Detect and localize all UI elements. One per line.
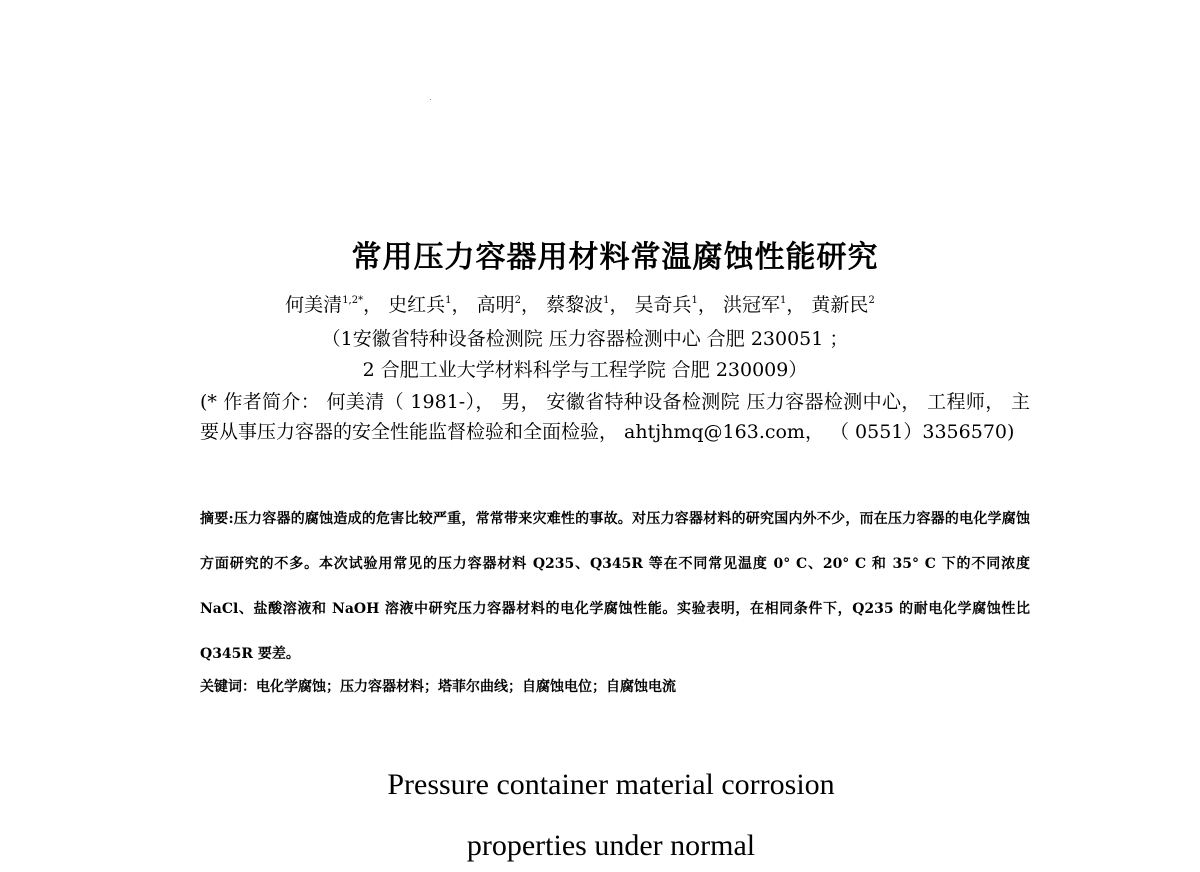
author <box>477 294 540 316</box>
author-line <box>0 290 1160 317</box>
author-name: 高明 <box>476 294 515 316</box>
author <box>635 294 717 316</box>
author-name: 吴奇兵 <box>634 294 692 316</box>
author-separator: ， <box>363 294 383 316</box>
keywords: 关键词：电化学腐蚀；压力容器材料；塔菲尔曲线；自腐蚀电位；自腐蚀电流 <box>200 679 676 695</box>
scan-speck <box>430 99 431 100</box>
author-name: 洪冠军 <box>722 294 780 316</box>
paper-title: 常用压力容器用材料常温腐蚀性能研究 <box>351 240 879 275</box>
author-affiliation-mark: 1,2* <box>342 295 364 306</box>
author-affiliation-mark: 2 <box>868 295 875 306</box>
author-affiliation-mark: 2 <box>514 295 521 306</box>
author-name: 史红兵 <box>388 294 446 316</box>
author-separator: ， <box>451 294 471 316</box>
author <box>723 294 805 316</box>
author-name: 何美清 <box>285 294 343 316</box>
author-affiliation-mark: 1 <box>779 295 787 306</box>
author-bio: (* 作者简介： 何美清（ 1981-）， 男， 安徽省特种设备检测院 压力容器检测中心， 工程师， 主要从事压力容器的安全性能监督检验和全面检验， ahtjhmq@163.com， （ 0551）3356570) <box>200 391 1030 443</box>
abstract: 摘要:压力容器的腐蚀造成的危害比较严重，常常带来灾难性的事故。对压力容器材料的研究国内外不少，而在压力容器的电化学腐蚀方面研究的不多。本次试验用常见的压力容器材料 Q235、Q345R 等在不同常见温度 0° C、20° C 和 35° C 下的不同浓度 NaCl、盐酸溶液和 NaOH 溶液中研究压力容器材料的电化学腐蚀性能。实验表明，在相同条件下，Q235 的耐电化学腐蚀性比 Q345R 要差。 <box>200 511 1030 662</box>
author-separator: ， <box>521 294 541 316</box>
author-name: 黄新民 <box>811 294 869 316</box>
author-separator: ， <box>786 294 806 316</box>
author <box>388 294 470 316</box>
author-affiliation-mark: 1 <box>603 295 610 306</box>
author <box>546 294 628 316</box>
affiliation-1: （1安徽省特种设备检测院 压力容器检测中心 合肥 230051 ； <box>321 328 849 350</box>
author-separator: ， <box>697 294 717 316</box>
author <box>811 294 874 316</box>
author-name: 蔡黎波 <box>546 294 604 316</box>
affiliation-2: 2 合肥工业大学材料科学与工程学院 合肥 230009） <box>362 359 808 381</box>
author-affiliation-mark: 1 <box>445 295 452 306</box>
author <box>285 294 382 316</box>
english-title-line-2: properties under normal <box>466 829 756 862</box>
author-separator: ， <box>609 294 629 316</box>
author-affiliation-mark: 1 <box>691 295 698 306</box>
english-title-line-1: Pressure container material corrosion <box>387 768 835 801</box>
